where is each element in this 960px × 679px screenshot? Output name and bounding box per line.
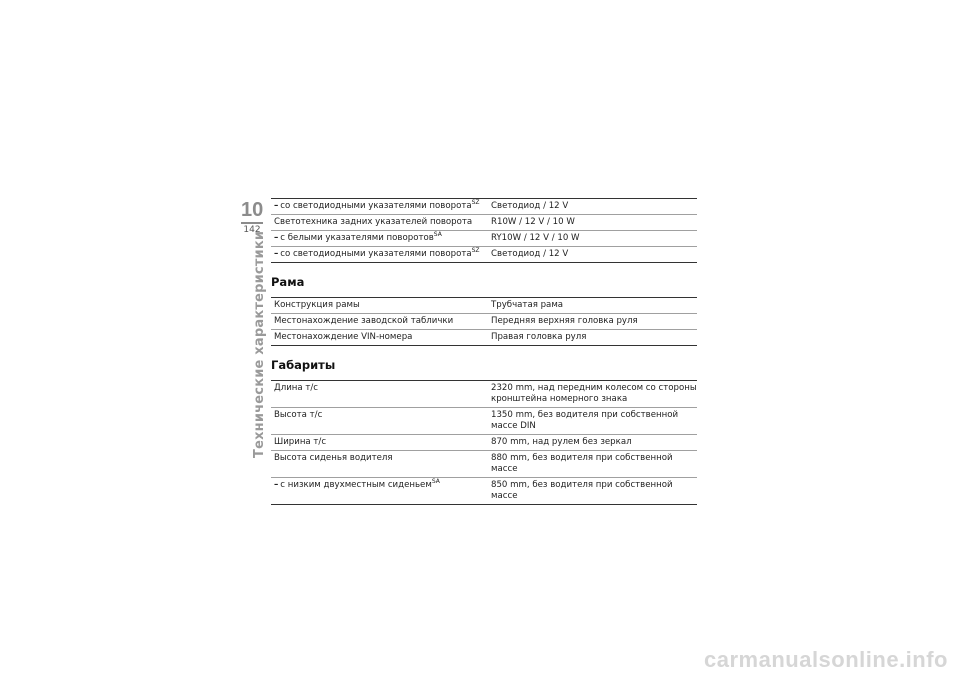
- row-label: Длина т/с: [271, 381, 488, 408]
- row-value: Правая головка руля: [488, 330, 697, 346]
- row-value: Светодиод / 12 V: [488, 247, 697, 263]
- row-label: с белыми указателями поворотов: [280, 233, 434, 243]
- row-value: Трубчатая рама: [488, 298, 697, 314]
- table-row: [271, 435, 697, 451]
- row-label: с низким двухместным сиденьем: [280, 480, 432, 490]
- table-row: [271, 314, 697, 330]
- option-mark: SZ: [471, 199, 480, 206]
- row-value: 850 mm, без водителя при собственной массе: [488, 478, 697, 505]
- table-row: [271, 408, 697, 435]
- table-row: – с низким двухместным сиденьем$^{SA}$ 850 mm, без водителя при собственной массе: [271, 478, 697, 505]
- row-value: 870 mm, над рулем без зеркал: [488, 435, 697, 451]
- page-number: 142: [243, 225, 261, 235]
- dimensions-table: [271, 380, 697, 505]
- chapter-divider: [241, 222, 263, 224]
- row-value: R10W / 12 V / 10 W: [488, 215, 697, 231]
- table-row: [271, 451, 697, 478]
- row-label: Высота т/с: [271, 408, 488, 435]
- option-mark: SA: [433, 231, 442, 238]
- table-row: – со светодиодными указателями поворота$^{SZ}$ Светодиод / 12 V: [271, 247, 697, 263]
- table-row: – со светодиодными указателями поворота$^{SZ}$ Светодиод / 12 V: [271, 199, 697, 215]
- table-row: [271, 215, 697, 231]
- table-row: – с белыми указателями поворотов$^{SA}$ RY10W / 12 V / 10 W: [271, 231, 697, 247]
- row-value: RY10W / 12 V / 10 W: [488, 231, 697, 247]
- row-label: Местонахождение VIN-номера: [271, 330, 488, 346]
- table-row: [271, 381, 697, 408]
- lights-table: [271, 198, 697, 263]
- row-value: 880 mm, без водителя при собственной массе: [488, 451, 697, 478]
- row-label: Местонахождение заводской таблички: [271, 314, 488, 330]
- frame-table: [271, 297, 697, 346]
- row-label: Ширина т/с: [271, 435, 488, 451]
- row-label: Высота сиденья водителя: [271, 451, 488, 478]
- row-value: Светодиод / 12 V: [488, 199, 697, 215]
- watermark: carmanualsonline.info: [704, 647, 948, 672]
- row-label: Светотехника задних указателей поворота: [274, 217, 473, 227]
- dimensions-heading: Габариты: [271, 358, 336, 372]
- chapter-side-title: Технические характеристики: [252, 230, 267, 458]
- option-mark: SZ: [471, 247, 480, 254]
- row-value: Передняя верхняя головка руля: [488, 314, 697, 330]
- row-value: 1350 mm, без водителя при собственной массе DIN: [488, 408, 697, 435]
- row-value: 2320 mm, над передним колесом со стороны кронштейна номерного знака: [488, 381, 697, 408]
- row-label: со светодиодными указателями поворота: [280, 201, 472, 211]
- row-label: Конструкция рамы: [271, 298, 488, 314]
- chapter-number: 10: [241, 199, 264, 221]
- row-label: со светодиодными указателями поворота: [280, 249, 472, 259]
- frame-heading: Рама: [271, 275, 305, 289]
- option-mark: SA: [431, 478, 440, 485]
- table-row: [271, 298, 697, 314]
- table-row: [271, 330, 697, 346]
- page-content: [271, 198, 697, 505]
